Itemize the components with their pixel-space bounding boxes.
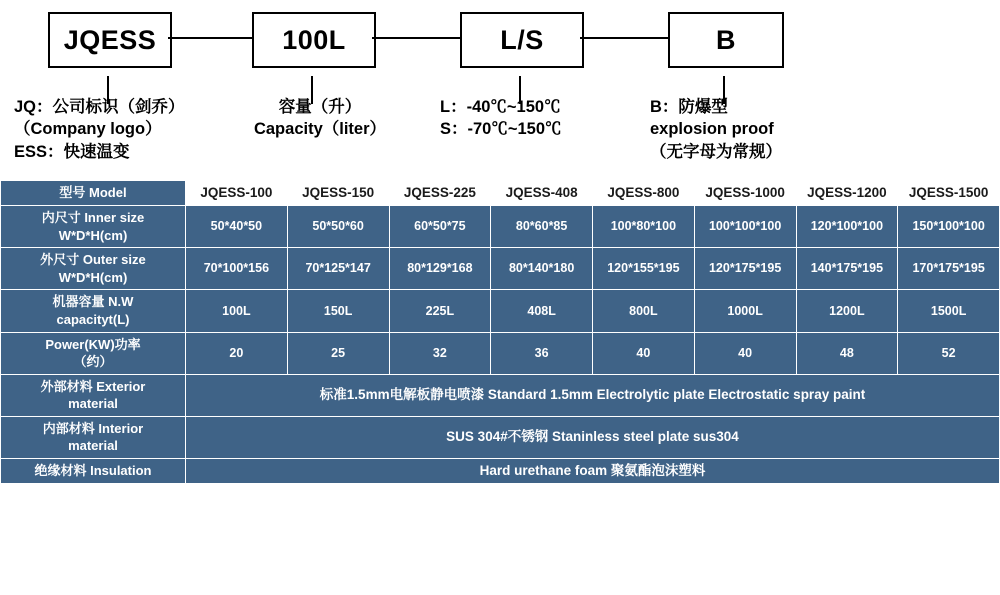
row-header-power-line-1: Power(KW)功率 (45, 336, 141, 352)
row-header-insulation: 绝缘材料 Insulation (1, 458, 186, 483)
cell-outer-6: 120*175*195 (694, 248, 796, 290)
cell-capacity-7: 1200L (796, 290, 898, 332)
specification-table (0, 180, 1000, 484)
legend-explosion-proof-line-3: （无字母为常规） (650, 142, 782, 161)
legend-capacity-line-2: Capacity（liter） (253, 120, 387, 139)
row-header-interior-material-line-1: 内部材料 Interior (42, 420, 144, 436)
cell-power-2: 25 (287, 332, 389, 374)
cell-inner-3: 60*50*75 (389, 206, 491, 248)
cell-outer-7: 140*175*195 (796, 248, 898, 290)
cell-power-7: 48 (796, 332, 898, 374)
cell-capacity-3: 225L (389, 290, 491, 332)
table-row (1, 458, 1000, 483)
row-header-outer-size (1, 248, 186, 290)
table-row (1, 416, 1000, 458)
table-row (1, 248, 1000, 290)
cell-outer-8: 170*175*195 (898, 248, 1000, 290)
cell-power-5: 40 (593, 332, 695, 374)
table-row (1, 374, 1000, 416)
legend-company-line-1: JQ：公司标识（剑乔） (14, 98, 185, 116)
cell-model-7: JQESS-1200 (796, 181, 898, 206)
cell-capacity-4: 408L (491, 290, 593, 332)
cell-power-1: 20 (186, 332, 288, 374)
cell-capacity-6: 1000L (694, 290, 796, 332)
table-row (1, 290, 1000, 332)
row-header-power-line-2: （约） (73, 354, 113, 370)
cell-inner-1: 50*40*50 (186, 206, 288, 248)
cell-inner-5: 100*80*100 (593, 206, 695, 248)
code-box-explosion-proof: B (668, 12, 784, 68)
model-naming-diagram (0, 0, 1000, 180)
code-box-capacity: 100L (252, 12, 376, 68)
legend-explosion-proof-line-2: explosion proof (650, 120, 774, 139)
cell-inner-8: 150*100*100 (898, 206, 1000, 248)
code-box-temperature: L/S (460, 12, 584, 68)
legend-company-line-2: （Company logo） (14, 120, 162, 139)
cell-outer-2: 70*125*147 (287, 248, 389, 290)
legend-capacity-line-1: 容量（升） (278, 98, 362, 116)
row-header-inner-size (1, 206, 186, 248)
row-header-interior-material (1, 416, 186, 458)
cell-capacity-8: 1500L (898, 290, 1000, 332)
cell-model-8: JQESS-1500 (898, 181, 1000, 206)
code-box-company: JQESS (48, 12, 172, 68)
legend-temperature (440, 96, 562, 141)
row-header-inner-size-line-1: 内尺寸 Inner size (41, 210, 145, 226)
row-header-inner-size-line-2: W*D*H(cm) (58, 227, 128, 243)
row-header-outer-size-line-2: W*D*H(cm) (58, 269, 128, 285)
cell-capacity-5: 800L (593, 290, 695, 332)
connector-line-1 (168, 37, 252, 39)
row-header-exterior-material-line-2: material (68, 396, 118, 412)
row-header-power (1, 332, 186, 374)
cell-model-6: JQESS-1000 (694, 181, 796, 206)
cell-model-2: JQESS-150 (287, 181, 389, 206)
cell-model-4: JQESS-408 (491, 181, 593, 206)
table-row (1, 181, 1000, 206)
row-header-exterior-material-line-1: 外部材料 Exterior (40, 378, 146, 394)
legend-capacity (240, 96, 400, 141)
legend-temperature-line-2: S：-70℃~150℃ (440, 120, 562, 139)
cell-power-3: 32 (389, 332, 491, 374)
cell-inner-6: 100*100*100 (694, 206, 796, 248)
cell-power-8: 52 (898, 332, 1000, 374)
table-row (1, 206, 1000, 248)
cell-outer-4: 80*140*180 (491, 248, 593, 290)
legend-company (14, 96, 185, 163)
connector-line-2 (372, 37, 460, 39)
cell-outer-5: 120*155*195 (593, 248, 695, 290)
cell-model-3: JQESS-225 (389, 181, 491, 206)
row-header-capacity-line-1: 机器容量 N.W (52, 294, 134, 310)
cell-interior-material: SUS 304#不锈钢 Staninless steel plate sus304 (186, 416, 1000, 458)
cell-exterior-material: 标准1.5mm电解板静电喷漆 Standard 1.5mm Electrolytic plate Electrostatic spray paint (186, 374, 1000, 416)
cell-inner-2: 50*50*60 (287, 206, 389, 248)
legend-explosion-proof (650, 96, 782, 163)
cell-capacity-1: 100L (186, 290, 288, 332)
cell-inner-7: 120*100*100 (796, 206, 898, 248)
cell-power-6: 40 (694, 332, 796, 374)
legend-temperature-line-1: L：-40℃~150℃ (440, 98, 561, 116)
cell-capacity-2: 150L (287, 290, 389, 332)
row-header-capacity-line-2: capacityt(L) (56, 311, 130, 327)
cell-inner-4: 80*60*85 (491, 206, 593, 248)
cell-model-5: JQESS-800 (593, 181, 695, 206)
row-header-interior-material-line-2: material (68, 438, 118, 454)
row-header-model: 型号 Model (1, 181, 186, 206)
connector-line-3 (580, 37, 668, 39)
cell-outer-3: 80*129*168 (389, 248, 491, 290)
legend-explosion-proof-line-1: B：防爆型 (650, 98, 728, 116)
code-boxes (0, 12, 1000, 68)
row-header-capacity (1, 290, 186, 332)
cell-power-4: 36 (491, 332, 593, 374)
row-header-exterior-material (1, 374, 186, 416)
cell-model-1: JQESS-100 (186, 181, 288, 206)
table-row (1, 332, 1000, 374)
legend-company-line-3: ESS：快速温变 (14, 142, 130, 161)
cell-insulation: Hard urethane foam 聚氨酯泡沫塑料 (186, 458, 1000, 483)
cell-outer-1: 70*100*156 (186, 248, 288, 290)
row-header-outer-size-line-1: 外尺寸 Outer size (40, 252, 146, 268)
